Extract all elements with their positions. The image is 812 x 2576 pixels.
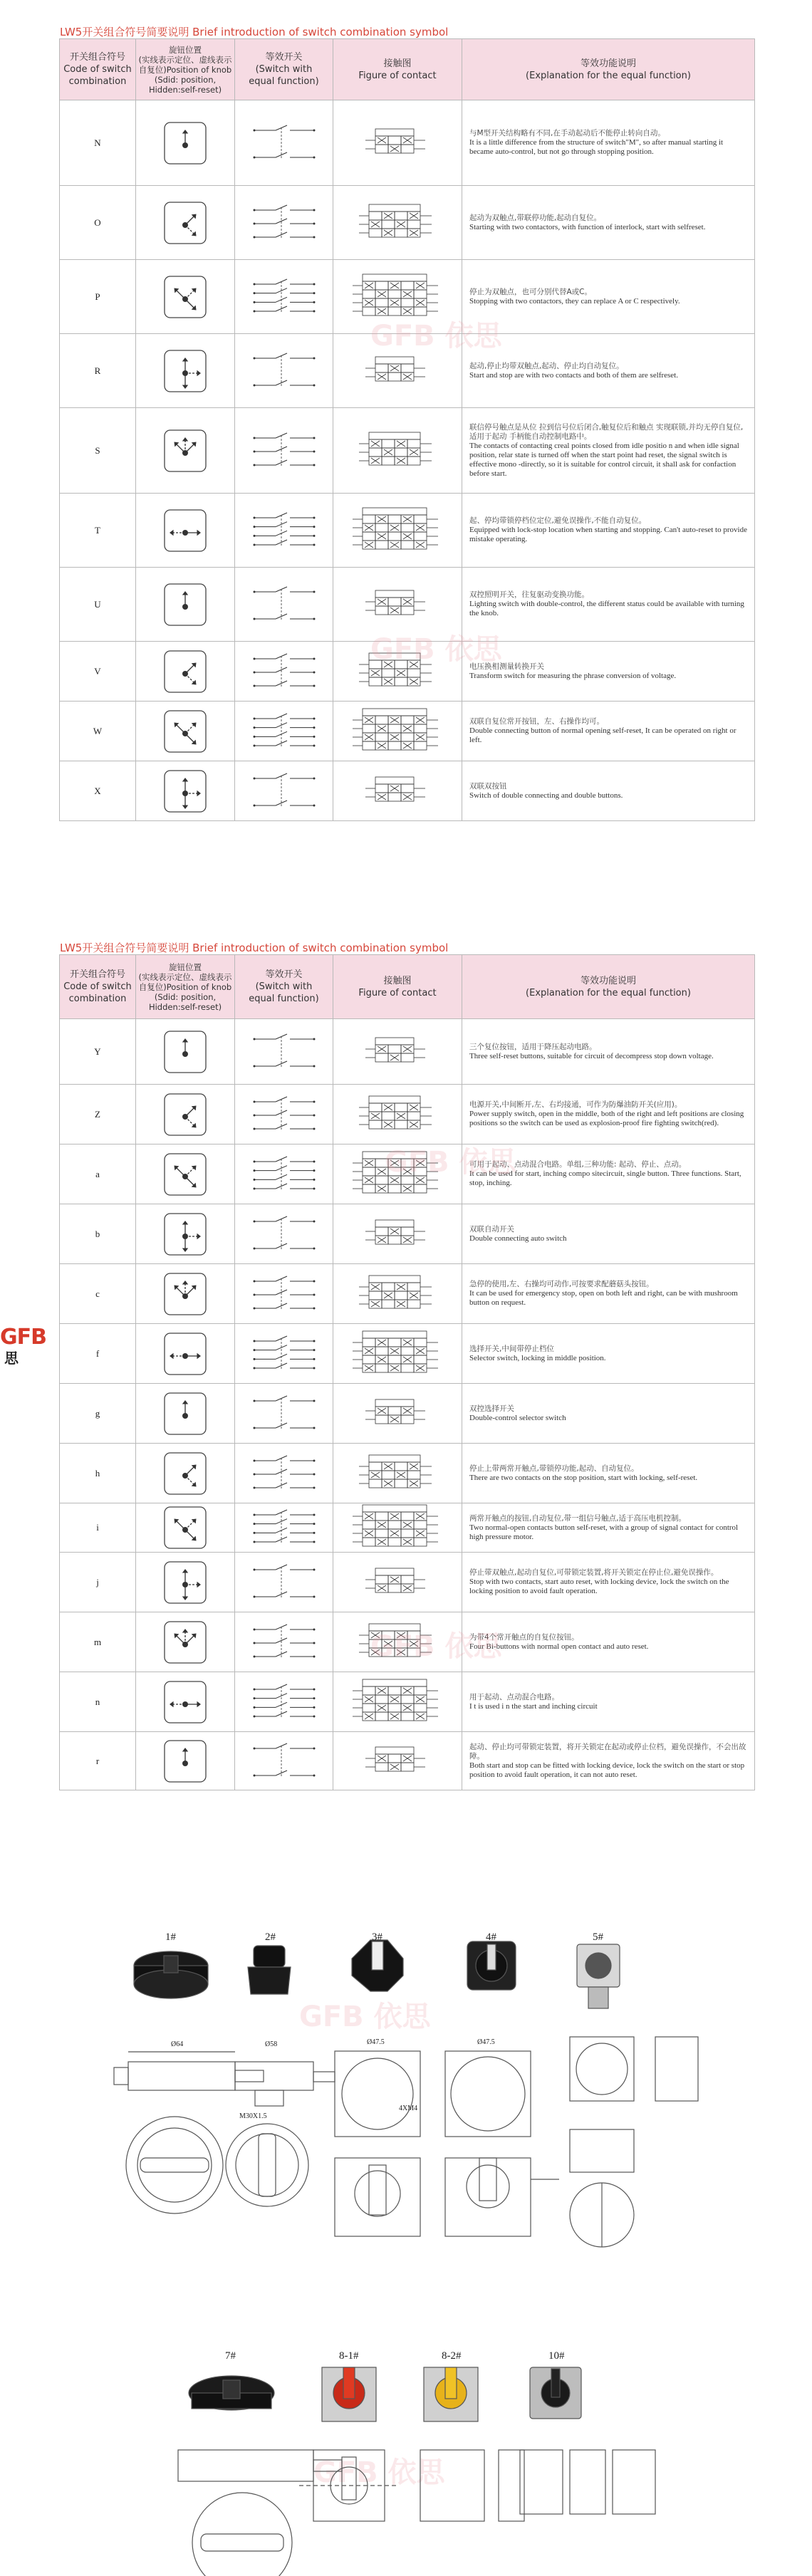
- explanation-cn: 停止为双触点，也可分别代替A或C。: [469, 287, 593, 296]
- header-knob: 旋钮位置 (实线表示定位、虚线表示 自复位)Position of knob (Sdid: position, Hidden:self-reset): [136, 39, 235, 100]
- product-2-photo: [248, 1946, 291, 1994]
- explanation-en: Stop with two contacts, start auto reset, with locking device, lock the switch on the locking position to avoid fault operation.: [469, 1578, 729, 1595]
- explanation-cn: 停止带双触点,起动自复位,可带锁定装置,将开关锁定在停止位,避免误操作。: [469, 1568, 719, 1577]
- switch-code: V: [60, 642, 136, 702]
- dimension-label: M30X1.5: [239, 2112, 267, 2120]
- product-label: 10#: [548, 2350, 565, 2362]
- explanation-cn: 起动,停止均带双触点,起动、停止均自动复位。: [469, 361, 624, 370]
- switch-code: Y: [60, 1019, 136, 1085]
- switch-code: O: [60, 186, 136, 260]
- switch-code: g: [60, 1384, 136, 1444]
- explanation-cn: 电源开关,中间断开,左、右均接通，可作为防爆油防开关(应用)。: [469, 1100, 682, 1109]
- switch-code: c: [60, 1264, 136, 1324]
- product-3-drawing: [335, 2051, 420, 2236]
- switch-code: R: [60, 334, 136, 408]
- header-knob: 旋钮位置 (实线表示定位、虚线表示 自复位)Position of knob (Sdid: position, Hidden:self-reset): [136, 955, 235, 1019]
- switch-code: r: [60, 1732, 136, 1790]
- explanation-en: Power supply switch, open in the middle, both of the right and left positions are closing positions so the switch can be used as explosion-proof fire fighting switch(red).: [469, 1110, 744, 1127]
- explanation-cn: 两常开触点的按钮,自动复位,带一组信号触点,适于高压电机控制。: [469, 1513, 687, 1523]
- switch-code: m: [60, 1612, 136, 1672]
- product-label: 7#: [225, 2350, 236, 2362]
- switch-code: S: [60, 408, 136, 494]
- product-2-side-drawing: [235, 2062, 335, 2106]
- header-explain: 等效功能说明 (Explanation for the equal function): [462, 39, 755, 100]
- watermark: GFB 依思: [370, 633, 502, 666]
- product-8-2-photo: [424, 2367, 478, 2421]
- explanation-cn: 选择开关,中间带停止档位: [469, 1344, 554, 1353]
- watermark: GFB 依思: [313, 2456, 445, 2489]
- product-label: 4#: [486, 1931, 496, 1943]
- explanation-en: Start and stop are with two contacts and both of them are selfreset.: [469, 370, 678, 380]
- switch-code: a: [60, 1144, 136, 1204]
- switch-code: j: [60, 1553, 136, 1612]
- header-code: 开关组合符号 Code of switch combination: [60, 39, 136, 100]
- switch-code: i: [60, 1503, 136, 1553]
- section1-title: LW5开关组合符号简要说明 Brief introduction of switch combination symbol: [60, 26, 449, 38]
- explanation-cn: 联信停号触点是从位 拉到信号位后闭合,触复位后和触点 实现联锁,并均无停自复位,适用于起动 手柄能自动控制电路中。: [469, 422, 744, 441]
- dimension-label: Ø47.5: [367, 2038, 385, 2046]
- switch-code: Z: [60, 1085, 136, 1144]
- explanation-en: Double-control selector switch: [469, 1413, 566, 1422]
- product-3-photo: [352, 1940, 403, 1991]
- product-label: 3#: [372, 1931, 382, 1943]
- dimension-label: Ø47.5: [477, 2038, 495, 2046]
- product-7-drawing: [178, 2450, 342, 2576]
- explanation-cn: 双联双按钮: [469, 781, 507, 791]
- product-label: 8-1#: [339, 2350, 359, 2362]
- header-equal: 等效开关 (Switch with equal function): [235, 955, 333, 1019]
- explanation-cn: 电压换相测量转换开关: [469, 662, 544, 671]
- explanation-cn: 双控选择开关: [469, 1404, 514, 1413]
- explanation-en: Transform switch for measuring the phrase conversion of voltage.: [469, 671, 677, 680]
- explanation-en: Both start and stop can be fitted with locking device, lock the switch on the start or stop position to avoid fault operation, it can not auto reset.: [469, 1761, 745, 1779]
- explanation-en: Double connecting auto switch: [469, 1234, 567, 1243]
- product-7-photo: [189, 2376, 274, 2410]
- explanation-cn: 三个复位按钮，适用于降压起动电路。: [469, 1042, 597, 1051]
- switch-code: f: [60, 1324, 136, 1384]
- explanation-en: Four Bi-buttons with normal open contact and auto reset.: [469, 1642, 649, 1651]
- switch-code: T: [60, 494, 136, 568]
- explanation-en: I t is used i n the start and inching circuit: [469, 1701, 598, 1711]
- explanation-en: Stopping with two contactors, they can replace A or C respectively.: [469, 296, 680, 306]
- product-4-photo: [467, 1941, 516, 1990]
- explanation-en: Equipped with lock-stop location when starting and stopping. Can't auto-reset to provide mistake operating.: [469, 526, 747, 543]
- product-8-1-drawing: [299, 2450, 399, 2521]
- explanation-en: It can be used for emergency stop, open on both left and right, can be with mushroom button on request.: [469, 1289, 738, 1307]
- product-5-photo: [577, 1944, 620, 2008]
- header-figure: 接触图 Figure of contact: [333, 39, 462, 100]
- explanation-en: Switch of double connecting and double buttons.: [469, 791, 623, 800]
- product-label: 8-2#: [442, 2350, 462, 2362]
- switch-code: N: [60, 100, 136, 186]
- dimension-label: 4XM4: [399, 2105, 418, 2112]
- dimension-label: Ø58: [265, 2040, 278, 2048]
- explanation-en: It is a little difference from the structure of switch"M", so after manual starting it became auto-control, but not go through stopping position.: [469, 138, 724, 156]
- product-10-drawing: [520, 2450, 655, 2514]
- explanation-en: Selector switch, locking in middle position.: [469, 1353, 606, 1362]
- header-code: 开关组合符号 Code of switch combination: [60, 955, 136, 1019]
- product-5-drawing: [570, 2037, 698, 2247]
- brand-logo-sub: 思: [4, 1350, 18, 1367]
- explanation-cn: 双控照明开关，往复驱动变换功能。: [469, 590, 589, 599]
- product-1-photo: [134, 1951, 208, 1998]
- brand-logo-text: GFB: [0, 1325, 46, 1350]
- header-equal: 等效开关 (Switch with equal function): [235, 39, 333, 100]
- switch-code: n: [60, 1672, 136, 1732]
- product-label: 5#: [593, 1931, 603, 1943]
- product-label: 1#: [165, 1931, 176, 1943]
- explanation-cn: 为带4个常开触点的自复位按钮。: [469, 1632, 579, 1642]
- explanation-cn: 起动为双触点,带联停功能,起动自复位。: [469, 213, 602, 222]
- switch-code: h: [60, 1444, 136, 1503]
- watermark: GFB 依思: [385, 1146, 516, 1179]
- explanation-en: Starting with two contactors, with function of interlock, start with selfreset.: [469, 222, 706, 231]
- explanation-cn: 与M型开关结构略有不同,在手动起动后不能停止转向自动。: [469, 129, 665, 137]
- product-10-photo: [530, 2367, 581, 2419]
- explanation-cn: 起动、停止均可带锁定装置，将开关锁定在起动或停止位档，避免误操作，不会出故障。: [469, 1742, 746, 1761]
- explanation-cn: 起、停均带锁停档位定位,避免误操作,不能自动复位。: [469, 516, 647, 525]
- section2-title: LW5开关组合符号简要说明 Brief introduction of switch combination symbol: [60, 942, 449, 954]
- explanation-en: The contacts of contacting creal points closed from idle positio n and when idle signal position, relar state is turned off when the start point had reset, the signal switch is effective mono -directly, so it is suitable for control circuit, it shall ask for confaction before start.: [469, 441, 739, 478]
- product-8-2-drawing: [420, 2450, 524, 2521]
- explanation-cn: 停止上带两常开触点,带锁停功能,起动、自动复位。: [469, 1464, 639, 1473]
- explanation-en: Lighting switch with double-control, the different status could be available with turning the knob.: [469, 600, 744, 617]
- switch-code: X: [60, 761, 136, 821]
- switch-code: P: [60, 260, 136, 334]
- explanation-cn: 双联自复位常开按钮，左、右操作均可。: [469, 717, 604, 726]
- product-4-drawing: [445, 2051, 559, 2236]
- watermark: GFB 依思: [299, 2001, 431, 2033]
- product-label: 2#: [265, 1931, 276, 1943]
- explanation-en: Three self-reset buttons, suitable for circuit of decompress stop down voltage.: [469, 1051, 714, 1060]
- product-1-side-drawing: [114, 2052, 264, 2090]
- product-1-top-drawing: [126, 2117, 223, 2213]
- explanation-cn: 双联自动开关: [469, 1224, 514, 1234]
- explanation-en: There are two contacts on the stop position, start with locking, self-reset.: [469, 1473, 698, 1482]
- explanation-en: Double connecting button of normal opening self-reset, It can be operated on right or left.: [469, 726, 736, 744]
- explanation-cn: 可用于起动、点动混合电路。单组,三种功能: 起动、停止、点动。: [469, 1160, 687, 1169]
- header-explain: 等效功能说明 (Explanation for the equal function): [462, 955, 755, 1019]
- switch-code: W: [60, 702, 136, 761]
- explanation-cn: 用于起动、点动混合电路。: [469, 1692, 559, 1701]
- dimension-label: Ø64: [171, 2040, 184, 2048]
- explanation-cn: 急停的使用,左、右操均可动作,可按要求配蘑菇头按钮。: [469, 1280, 654, 1288]
- watermark: GFB 依思: [370, 1630, 502, 1663]
- product-2-top-drawing: [226, 2124, 308, 2206]
- header-figure: 接触图 Figure of contact: [333, 955, 462, 1019]
- switch-code: U: [60, 568, 136, 642]
- explanation-en: It can be used for start, inching compo sitecircuit, single button. Three functions. Start, stop, inching.: [469, 1169, 741, 1187]
- product-8-1-photo: [322, 2367, 376, 2421]
- explanation-en: Two normal-open contacts button self-reset, with a group of signal contact for control high pressure motor.: [469, 1523, 739, 1541]
- watermark: GFB 依思: [370, 320, 502, 353]
- switch-code: b: [60, 1204, 136, 1264]
